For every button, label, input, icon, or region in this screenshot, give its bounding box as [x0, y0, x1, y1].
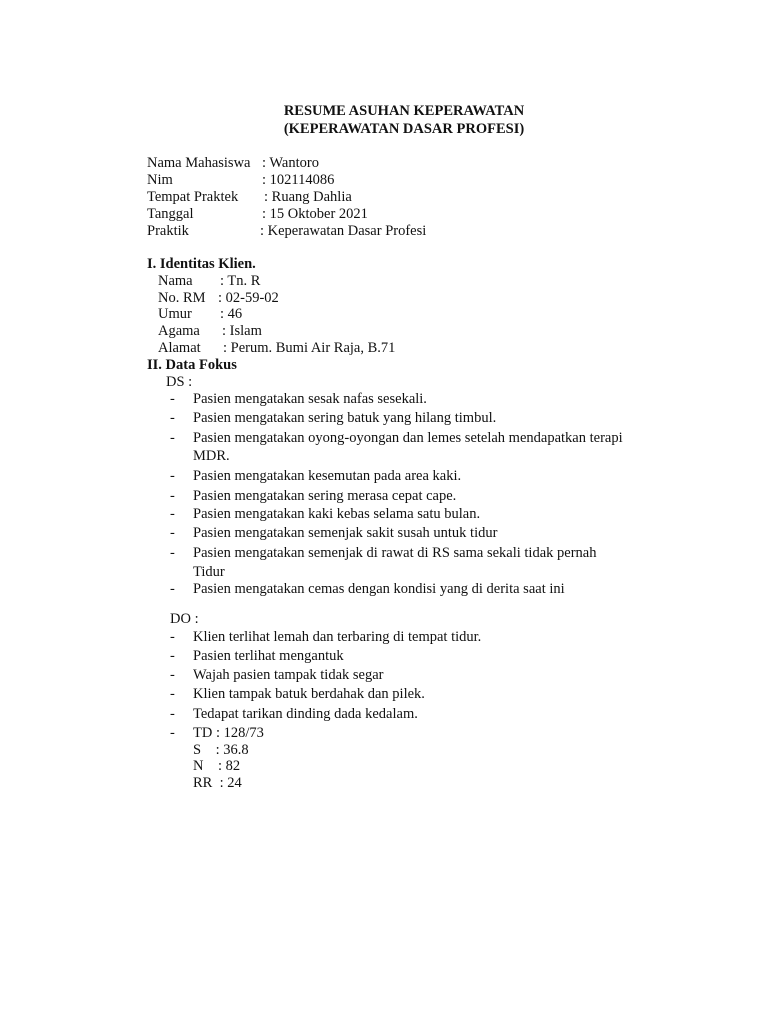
do-item: Klien tampak batuk berdahak dan pilek. [193, 686, 425, 702]
list-bullet: - [170, 629, 175, 645]
ds-item: Pasien mengatakan kesemutan pada area kaki. [193, 468, 462, 484]
ds-item-continuation: MDR. [193, 448, 230, 464]
student-date-value: : 15 Oktober 2021 [262, 206, 368, 222]
ds-item: Pasien mengatakan sering batuk yang hilang timbul. [193, 410, 497, 426]
do-item: Pasien terlihat mengantuk [193, 648, 344, 664]
list-bullet: - [170, 525, 175, 541]
client-religion-label: Agama [158, 323, 200, 339]
client-name-label: Nama [158, 273, 193, 289]
client-address-label: Alamat [158, 340, 201, 356]
list-bullet: - [170, 706, 175, 722]
list-bullet: - [170, 391, 175, 407]
ds-item: Pasien mengatakan kaki kebas selama satu bulan. [193, 506, 481, 522]
list-bullet: - [170, 725, 175, 741]
client-name-value: : Tn. R [220, 273, 261, 289]
do-label: DO : [170, 611, 199, 627]
student-place-value: : Ruang Dahlia [264, 189, 352, 205]
ds-item: Pasien mengatakan sering merasa cepat cape. [193, 488, 457, 504]
list-bullet: - [170, 545, 175, 561]
client-rm-label: No. RM [158, 290, 206, 306]
list-bullet: - [170, 506, 175, 522]
student-date-label: Tanggal [147, 206, 194, 222]
do-item: Wajah pasien tampak tidak segar [193, 667, 384, 683]
ds-item: Pasien mengatakan oyong-oyongan dan lemes setelah mendapatkan terapi [193, 430, 623, 446]
vital-s: S : 36.8 [193, 742, 249, 758]
list-bullet: - [170, 648, 175, 664]
do-item: Tedapat tarikan dinding dada kedalam. [193, 706, 418, 722]
student-name-value: : Wantoro [262, 155, 319, 171]
student-practice-label: Praktik [147, 223, 189, 239]
list-bullet: - [170, 468, 175, 484]
student-nim-value: : 102114086 [262, 172, 335, 188]
ds-label: DS : [166, 374, 193, 390]
section2-heading: II. Data Fokus [147, 357, 237, 373]
client-age-label: Umur [158, 306, 192, 322]
ds-item: Pasien mengatakan semenjak di rawat di RS sama sekali tidak pernah [193, 545, 597, 561]
client-religion-value: : Islam [222, 323, 262, 339]
student-practice-value: : Keperawatan Dasar Profesi [260, 223, 427, 239]
list-bullet: - [170, 410, 175, 426]
client-age-value: : 46 [220, 306, 243, 322]
client-address-value: : Perum. Bumi Air Raja, B.71 [223, 340, 396, 356]
vital-n: N : 82 [193, 758, 241, 774]
do-item: Klien terlihat lemah dan terbaring di tempat tidur. [193, 629, 482, 645]
ds-item: Pasien mengatakan semenjak sakit susah untuk tidur [193, 525, 498, 541]
ds-item: Pasien mengatakan cemas dengan kondisi yang di derita saat ini [193, 581, 565, 597]
student-place-label: Tempat Praktek [147, 189, 239, 205]
document-title-line1: RESUME ASUHAN KEPERAWATAN [283, 103, 525, 119]
section1-heading: I. Identitas Klien. [147, 256, 256, 272]
vital-td: TD : 128/73 [193, 725, 264, 741]
ds-item: Pasien mengatakan sesak nafas sesekali. [193, 391, 427, 407]
list-bullet: - [170, 667, 175, 683]
list-bullet: - [170, 488, 175, 504]
client-rm-value: : 02-59-02 [218, 290, 279, 306]
ds-item-continuation: Tidur [193, 564, 225, 580]
document-title-line2: (KEPERAWATAN DASAR PROFESI) [283, 121, 525, 137]
list-bullet: - [170, 430, 175, 446]
vital-rr: RR : 24 [193, 775, 242, 791]
student-nim-label: Nim [147, 172, 173, 188]
student-name-label: Nama Mahasiswa [147, 155, 251, 171]
list-bullet: - [170, 686, 175, 702]
list-bullet: - [170, 581, 175, 597]
